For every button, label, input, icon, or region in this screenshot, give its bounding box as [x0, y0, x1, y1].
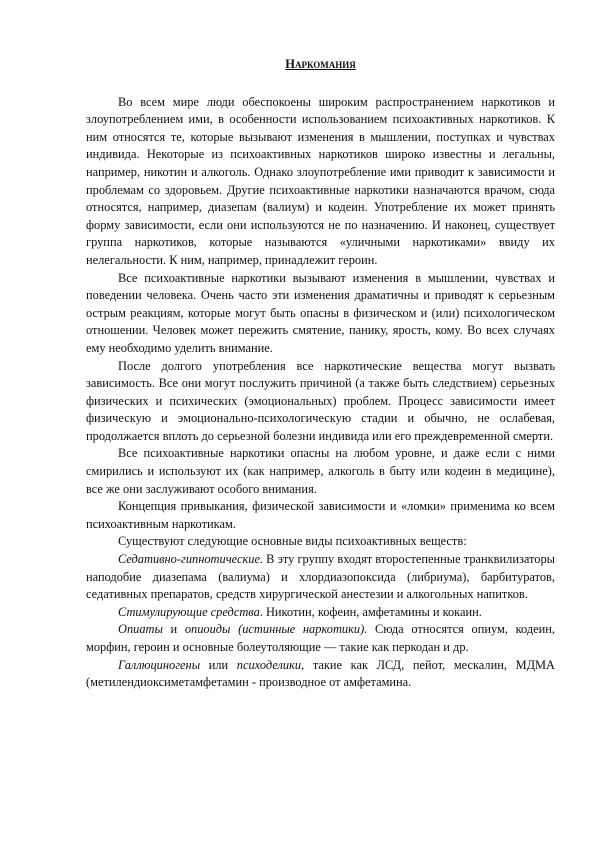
term-opioids: опиоиды (истинные наркотики). [184, 622, 368, 637]
paragraph-sedatives [86, 551, 555, 604]
paragraph-hallucinogens [86, 657, 555, 692]
term-psychedelics: психоделики, [236, 657, 305, 672]
conj-or: или [200, 657, 237, 672]
term-sedatives: Седативно-гипнотические. [118, 552, 264, 567]
text-sedatives: В эту группу входят второстепенные транквилизаторы наподобие диазепама (валиума) и хлордиазопоксида (либриума), барбитуратов, седативных препаратов, средств хирургической анестезии и алкогольных напитков. [86, 552, 555, 602]
term-stimulants: Стимулирующие средства [118, 604, 260, 619]
paragraph-concept: Концепция привыкания, физической зависимости и «ломки» применима ко всем психоактивным наркотикам. [86, 499, 555, 531]
paragraph-opiates [86, 621, 555, 656]
conj-and: и [162, 622, 185, 637]
document-page [86, 56, 555, 692]
text-hallucinogens: такие как ЛСД, пейот, мескалин, МДМА (метилендиоксиметамфетамин - производное от амфетамина. [86, 657, 556, 690]
paragraph-dependence: После долгого употребления все наркотические вещества могут вызвать зависимость. Все они могут послужить причиной (а также быть следствием) серьезных физических и психических (эмоциональных) проблем. Процесс зависимости имеет физическую и эмоционально-психологическую стадии и обычно, не ослабевая, продолжается вплоть до серьезной болезни индивида или его преждевременной смерти. [86, 358, 555, 443]
paragraph-intro: Во всем мире люди обеспокоены широким распространением наркотиков и злоупотреблением ими, в особенности использованием психоактивных наркотиков. К ним относятся те, которые вызывают изменения в мышлении, поступках и чувствах индивида. Некоторые из психоактивных наркотиков широко известны и легальны, например, никотин и алкоголь. Однако злоупотребление ими приводит к зависимости и проблемам со здоровьем. Другие психоактивные наркотики назначаются врачом, сюда относятся, например, диазепам (валиум) и кодеин. Употребление их может принять форму зависимости, если они используются не по назначению. И наконец, существует группа наркотиков, которые называются «уличными наркотиками» ввиду их нелегальности. К ним, например, принадлежит героин. [86, 94, 555, 267]
paragraph-stimulants [86, 604, 555, 622]
text-opiates: Сюда относятся опиум, кодеин, морфин, героин и основные болеутоляющие — такие как перкодан и др. [86, 622, 555, 654]
text-stimulants: . Никотин, кофеин, амфетамины и кокаин. [259, 604, 482, 619]
paragraph-types-intro: Существуют следующие основные виды психоактивных веществ: [118, 534, 467, 549]
term-hallucinogens: Галлюциногены [118, 657, 201, 672]
paragraph-effects: Все психоактивные наркотики вызывают изменения в мышлении, чувствах и поведении человека. Очень часто эти изменения драматичны и приводят к серьезным острым реакциям, которые могут быть опасны в физическом и (или) психологическом отношении. Человек может пережить смятение, панику, ярость, кому. Во всех случаях ему необходимо уделить внимание. [86, 270, 555, 355]
paragraph-danger: Все психоактивные наркотики опасны на любом уровне, и даже если с ними смирились и используют их (как например, алкоголь в быту или кодеин в медицине), все же они заслуживают особого внимания. [86, 446, 555, 496]
term-opiates: Опиаты [118, 622, 163, 637]
document-title: Наркомания [285, 57, 356, 71]
